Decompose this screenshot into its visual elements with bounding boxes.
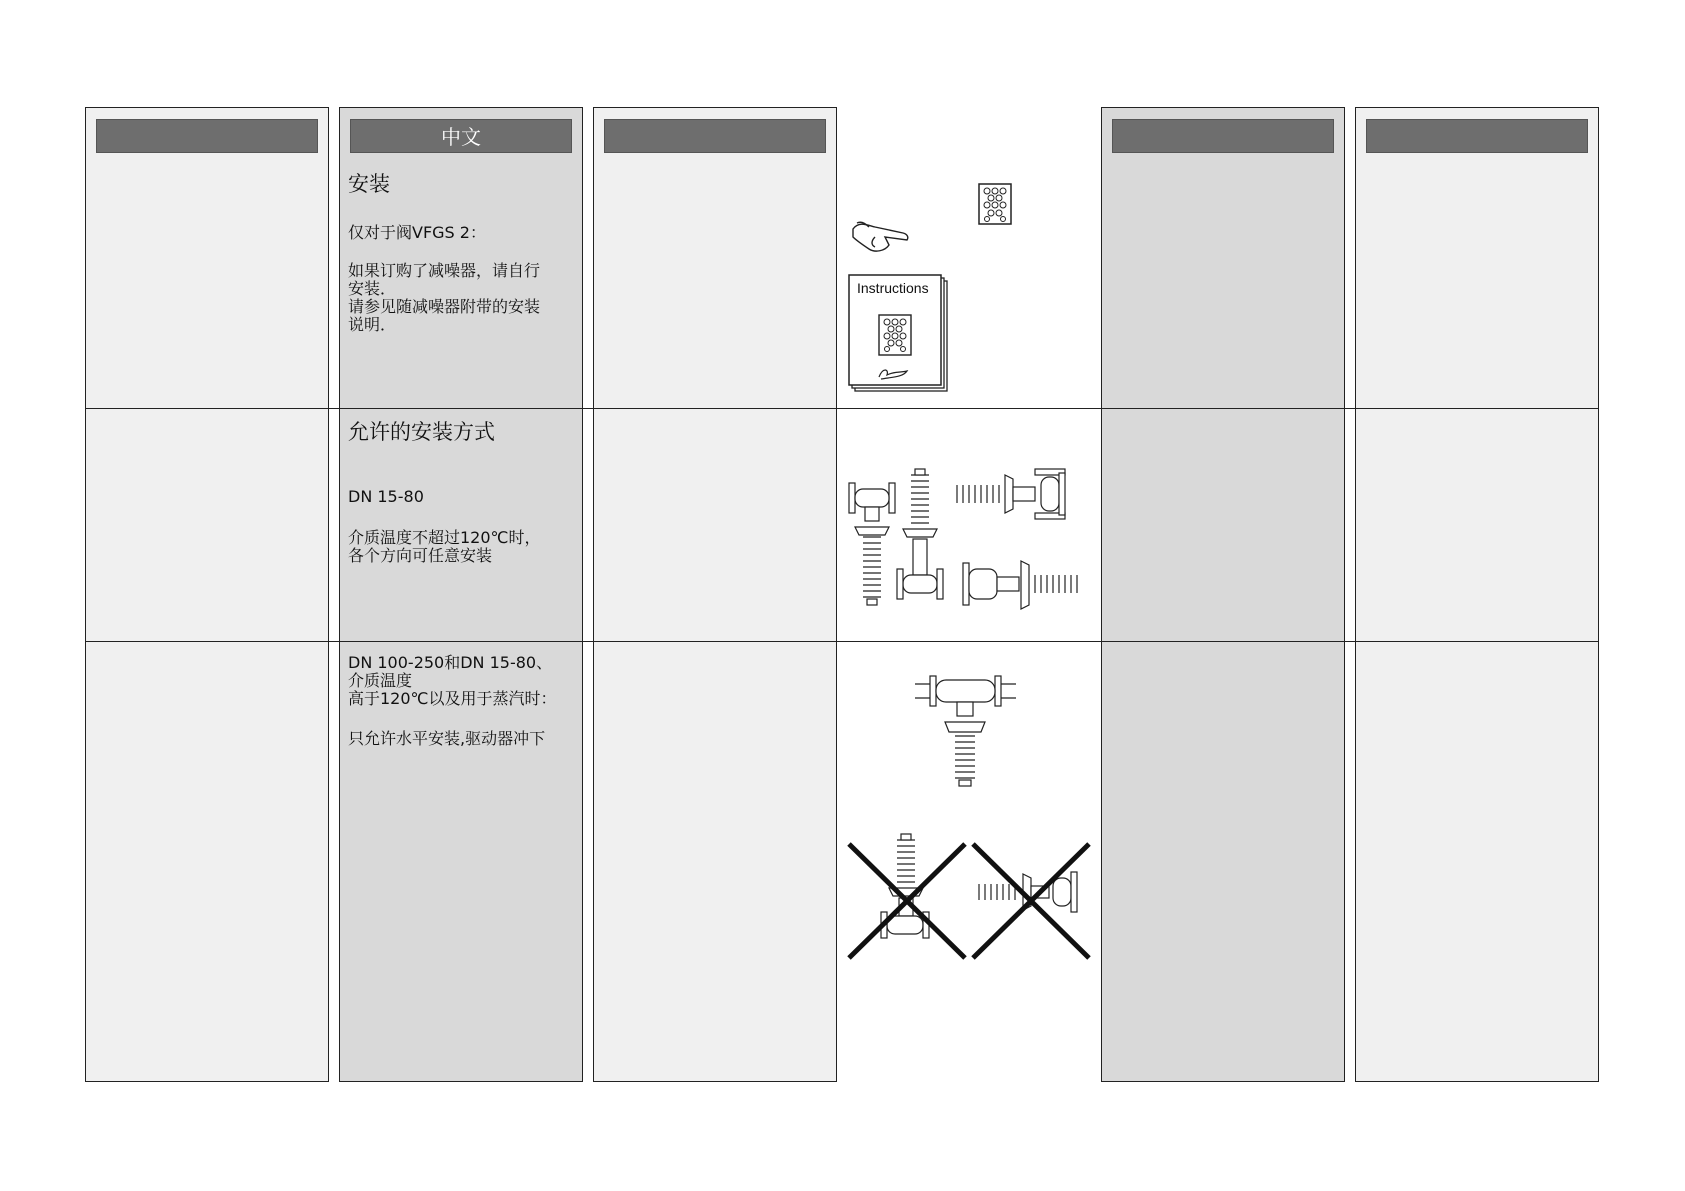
column-3-header: [604, 119, 826, 153]
pointing-hand-icon: [853, 222, 908, 251]
column-3: [593, 107, 837, 1082]
row-divider-2: [85, 641, 1599, 642]
section1-heading: 安装: [348, 172, 390, 196]
section2-heading: 允许的安装方式: [348, 420, 495, 444]
column-5: [1101, 107, 1345, 1082]
valve-actuator-left-icon: [957, 469, 1065, 519]
column-5-header: [1112, 119, 1334, 153]
instruction-booklet-icon: [849, 275, 947, 391]
section2-size: DN 15-80: [348, 487, 424, 506]
valve-actuator-up-icon: [897, 469, 943, 599]
column-1: [85, 107, 329, 1082]
section1-para: 如果订购了减噪器，请自行 安装． 请参见随减噪器附带的安装 说明．: [348, 261, 541, 334]
noise-reducer-card-icon: [979, 184, 1011, 224]
cross-mark-1-icon: [849, 844, 965, 958]
figure-all-orientations: [845, 465, 1095, 615]
booklet-label: Instructions: [857, 280, 929, 296]
column-1-header: [96, 119, 318, 153]
figure-horizontal-only: [845, 672, 1095, 972]
section3-para1: DN 100-250和DN 15-80、 介质温度 高于120℃以及用于蒸汽时：: [348, 653, 557, 708]
column-6: [1355, 107, 1599, 1082]
valve-actuator-right-icon: [963, 561, 1077, 609]
figure-instructions: [845, 175, 1095, 395]
valve-actuator-down-icon: [849, 483, 895, 605]
column-6-header: [1366, 119, 1588, 153]
row-divider-1: [85, 408, 1599, 409]
section3-para2: 只允许水平安装,驱动器冲下: [348, 729, 546, 748]
section2-para: 介质温度不超过120℃时， 各个方向可任意安装: [348, 528, 541, 565]
column-chinese-header: 中文: [350, 119, 572, 153]
section1-line1: 仅对于阀VFGS 2：: [348, 223, 486, 242]
column-chinese: [339, 107, 583, 1082]
valve-allowed-actuator-down-icon: [915, 676, 1016, 786]
